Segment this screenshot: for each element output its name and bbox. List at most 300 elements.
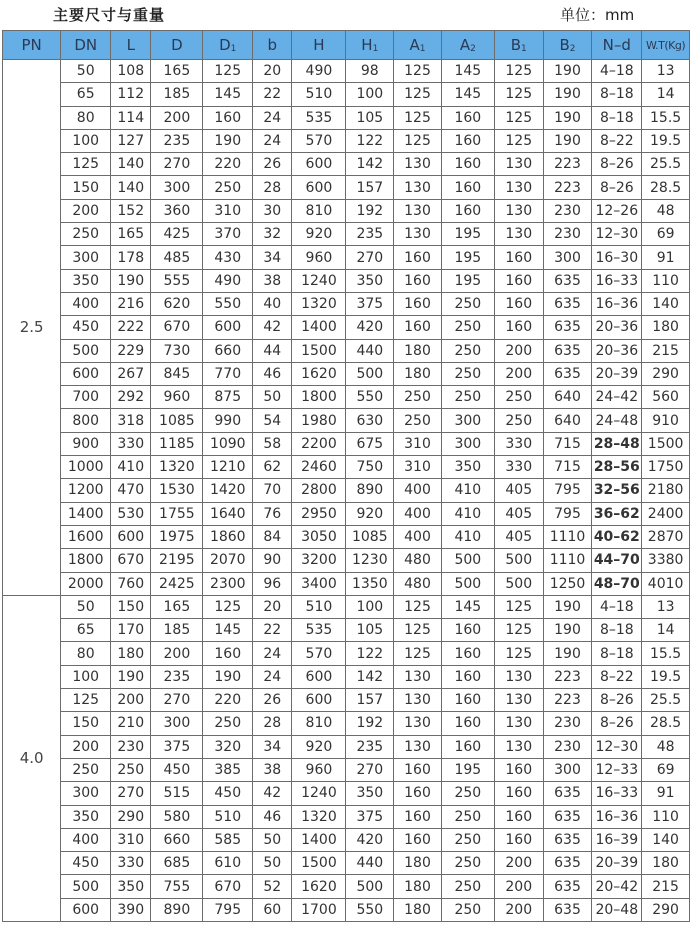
table-cell: 1200 bbox=[61, 479, 111, 502]
table-cell: 585 bbox=[203, 828, 253, 851]
table-cell: 470 bbox=[111, 479, 151, 502]
table-cell: 2460 bbox=[292, 456, 346, 479]
table-cell: 330 bbox=[494, 432, 543, 455]
table-cell: 200 bbox=[61, 735, 111, 758]
table-cell: 635 bbox=[543, 828, 592, 851]
table-cell: 160 bbox=[394, 805, 442, 828]
table-cell: 350 bbox=[61, 805, 111, 828]
table-cell: 620 bbox=[151, 292, 203, 315]
table-cell: 145 bbox=[203, 619, 253, 642]
table-cell: 110 bbox=[642, 269, 690, 292]
table-cell: 160 bbox=[394, 758, 442, 781]
table-cell: 290 bbox=[642, 898, 690, 921]
table-cell: 900 bbox=[61, 432, 111, 455]
table-row bbox=[3, 60, 690, 83]
table-cell: 160 bbox=[441, 689, 494, 712]
table-cell: 215 bbox=[642, 339, 690, 362]
table-cell: 660 bbox=[203, 339, 253, 362]
table-cell: 755 bbox=[151, 875, 203, 898]
table-cell: 250 bbox=[203, 712, 253, 735]
table-cell: 250 bbox=[441, 386, 494, 409]
table-cell: 685 bbox=[151, 852, 203, 875]
column-header-subscript: 2 bbox=[470, 44, 476, 54]
table-cell: 65 bbox=[61, 83, 111, 106]
table-cell: 510 bbox=[203, 805, 253, 828]
table-cell: 920 bbox=[346, 502, 394, 525]
table-cell: 160 bbox=[203, 106, 253, 129]
table-cell: 28–56 bbox=[592, 456, 642, 479]
table-row bbox=[3, 805, 690, 828]
table-cell: 125 bbox=[494, 60, 543, 83]
table-cell: 400 bbox=[394, 502, 442, 525]
table-cell: 42 bbox=[253, 782, 292, 805]
table-cell: 215 bbox=[642, 875, 690, 898]
table-cell: 1240 bbox=[292, 269, 346, 292]
table-cell: 22 bbox=[253, 619, 292, 642]
table-cell: 1800 bbox=[292, 386, 346, 409]
table-cell: 310 bbox=[394, 432, 442, 455]
table-cell: 1975 bbox=[151, 525, 203, 548]
table-row bbox=[3, 852, 690, 875]
table-cell: 635 bbox=[543, 875, 592, 898]
table-cell: 292 bbox=[111, 386, 151, 409]
table-cell: 140 bbox=[642, 292, 690, 315]
table-cell: 1000 bbox=[61, 456, 111, 479]
table-cell: 60 bbox=[253, 898, 292, 921]
table-row bbox=[3, 316, 690, 339]
table-cell: 200 bbox=[494, 852, 543, 875]
table-cell: 223 bbox=[543, 665, 592, 688]
table-cell: 200 bbox=[111, 689, 151, 712]
table-cell: 46 bbox=[253, 362, 292, 385]
table-cell: 25.5 bbox=[642, 689, 690, 712]
table-cell: 410 bbox=[111, 456, 151, 479]
table-cell: 635 bbox=[543, 316, 592, 339]
table-cell: 19.5 bbox=[642, 129, 690, 152]
table-cell: 375 bbox=[346, 805, 394, 828]
table-cell: 230 bbox=[543, 199, 592, 222]
table-cell: 91 bbox=[642, 246, 690, 269]
table-cell: 16–39 bbox=[592, 828, 642, 851]
table-cell: 405 bbox=[494, 479, 543, 502]
table-cell: 220 bbox=[203, 153, 253, 176]
table-cell: 3380 bbox=[642, 549, 690, 572]
table-cell: 300 bbox=[543, 758, 592, 781]
table-cell: 760 bbox=[111, 572, 151, 595]
table-cell: 500 bbox=[441, 549, 494, 572]
table-cell: 190 bbox=[111, 269, 151, 292]
table-cell: 12–26 bbox=[592, 199, 642, 222]
table-cell: 635 bbox=[543, 269, 592, 292]
table-cell: 222 bbox=[111, 316, 151, 339]
table-cell: 125 bbox=[203, 595, 253, 618]
table-cell: 1980 bbox=[292, 409, 346, 432]
header-row bbox=[3, 31, 690, 60]
table-row bbox=[3, 758, 690, 781]
table-cell: 38 bbox=[253, 269, 292, 292]
table-cell: 1800 bbox=[61, 549, 111, 572]
table-cell: 20–39 bbox=[592, 362, 642, 385]
table-cell: 70 bbox=[253, 479, 292, 502]
table-cell: 13 bbox=[642, 595, 690, 618]
column-header-label: H bbox=[313, 36, 325, 54]
column-header bbox=[151, 31, 203, 60]
pn-cell: 4.0 bbox=[3, 595, 61, 921]
table-cell: 250 bbox=[61, 758, 111, 781]
table-cell: 410 bbox=[441, 525, 494, 548]
table-cell: 4–18 bbox=[592, 60, 642, 83]
table-cell: 350 bbox=[346, 782, 394, 805]
table-cell: 635 bbox=[543, 362, 592, 385]
table-cell: 630 bbox=[346, 409, 394, 432]
table-row bbox=[3, 269, 690, 292]
table-cell: 1350 bbox=[346, 572, 394, 595]
table-cell: 1620 bbox=[292, 875, 346, 898]
table-cell: 114 bbox=[111, 106, 151, 129]
table-cell: 440 bbox=[346, 852, 394, 875]
table-row bbox=[3, 642, 690, 665]
table-cell: 290 bbox=[642, 362, 690, 385]
table-cell: 125 bbox=[494, 106, 543, 129]
dimensions-table bbox=[2, 30, 690, 922]
table-row bbox=[3, 83, 690, 106]
table-cell: 410 bbox=[441, 479, 494, 502]
table-cell: 190 bbox=[543, 642, 592, 665]
table-cell: 125 bbox=[394, 642, 442, 665]
table-cell: 160 bbox=[441, 735, 494, 758]
table-cell: 160 bbox=[494, 758, 543, 781]
table-cell: 550 bbox=[346, 386, 394, 409]
table-cell: 50 bbox=[253, 852, 292, 875]
table-cell: 160 bbox=[494, 246, 543, 269]
table-cell: 130 bbox=[394, 223, 442, 246]
table-row bbox=[3, 782, 690, 805]
table-cell: 24–48 bbox=[592, 409, 642, 432]
table-cell: 1600 bbox=[61, 525, 111, 548]
table-cell: 250 bbox=[111, 758, 151, 781]
table-cell: 2800 bbox=[292, 479, 346, 502]
table-cell: 22 bbox=[253, 83, 292, 106]
table-cell: 16–36 bbox=[592, 292, 642, 315]
table-row bbox=[3, 386, 690, 409]
table-cell: 405 bbox=[494, 525, 543, 548]
table-cell: 795 bbox=[543, 502, 592, 525]
table-cell: 160 bbox=[394, 828, 442, 851]
table-cell: 110 bbox=[642, 805, 690, 828]
table-cell: 990 bbox=[203, 409, 253, 432]
table-cell: 810 bbox=[292, 712, 346, 735]
table-cell: 100 bbox=[61, 665, 111, 688]
table-cell: 32–56 bbox=[592, 479, 642, 502]
table-cell: 50 bbox=[61, 595, 111, 618]
table-cell: 28 bbox=[253, 176, 292, 199]
table-cell: 600 bbox=[61, 362, 111, 385]
table-cell: 160 bbox=[494, 828, 543, 851]
table-cell: 400 bbox=[61, 828, 111, 851]
table-cell: 500 bbox=[441, 572, 494, 595]
table-cell: 250 bbox=[441, 362, 494, 385]
table-cell: 130 bbox=[494, 199, 543, 222]
table-cell: 200 bbox=[494, 339, 543, 362]
column-header-label: A bbox=[459, 36, 471, 54]
table-cell: 32 bbox=[253, 223, 292, 246]
table-cell: 910 bbox=[642, 409, 690, 432]
table-cell: 250 bbox=[441, 828, 494, 851]
table-cell: 127 bbox=[111, 129, 151, 152]
table-cell: 3050 bbox=[292, 525, 346, 548]
table-cell: 160 bbox=[394, 782, 442, 805]
table-cell: 15.5 bbox=[642, 642, 690, 665]
table-cell: 195 bbox=[441, 758, 494, 781]
table-cell: 580 bbox=[151, 805, 203, 828]
table-cell: 2000 bbox=[61, 572, 111, 595]
table-row bbox=[3, 689, 690, 712]
table-cell: 230 bbox=[543, 223, 592, 246]
table-cell: 24 bbox=[253, 129, 292, 152]
table-cell: 20–39 bbox=[592, 852, 642, 875]
table-cell: 100 bbox=[346, 83, 394, 106]
table-cell: 300 bbox=[543, 246, 592, 269]
table-cell: 12–33 bbox=[592, 758, 642, 781]
table-cell: 48 bbox=[642, 735, 690, 758]
table-cell: 130 bbox=[494, 735, 543, 758]
table-cell: 48 bbox=[642, 199, 690, 222]
table-row bbox=[3, 362, 690, 385]
table-cell: 635 bbox=[543, 852, 592, 875]
table-cell: 1750 bbox=[642, 456, 690, 479]
table-cell: 3200 bbox=[292, 549, 346, 572]
table-cell: 250 bbox=[441, 316, 494, 339]
table-cell: 600 bbox=[61, 898, 111, 921]
table-cell: 500 bbox=[61, 339, 111, 362]
table-cell: 1320 bbox=[151, 456, 203, 479]
table-cell: 80 bbox=[61, 106, 111, 129]
table-cell: 145 bbox=[441, 60, 494, 83]
table-cell: 160 bbox=[494, 805, 543, 828]
table-cell: 640 bbox=[543, 409, 592, 432]
table-cell: 28–48 bbox=[592, 432, 642, 455]
table-cell: 2195 bbox=[151, 549, 203, 572]
table-cell: 230 bbox=[111, 735, 151, 758]
table-cell: 140 bbox=[111, 176, 151, 199]
table-cell: 300 bbox=[151, 712, 203, 735]
table-cell: 960 bbox=[292, 758, 346, 781]
table-cell: 65 bbox=[61, 619, 111, 642]
header bbox=[0, 0, 693, 30]
table-cell: 185 bbox=[151, 619, 203, 642]
table-cell: 160 bbox=[441, 106, 494, 129]
table-cell: 330 bbox=[111, 432, 151, 455]
table-cell: 715 bbox=[543, 432, 592, 455]
table-cell: 795 bbox=[543, 479, 592, 502]
table-cell: 795 bbox=[203, 898, 253, 921]
table-cell: 310 bbox=[394, 456, 442, 479]
table-cell: 20–48 bbox=[592, 898, 642, 921]
table-cell: 125 bbox=[394, 83, 442, 106]
table-cell: 160 bbox=[394, 292, 442, 315]
table-cell: 50 bbox=[61, 60, 111, 83]
table-cell: 160 bbox=[394, 269, 442, 292]
column-header-label: D bbox=[219, 36, 231, 54]
table-cell: 8–22 bbox=[592, 665, 642, 688]
table-cell: 125 bbox=[61, 153, 111, 176]
table-cell: 2950 bbox=[292, 502, 346, 525]
table-cell: 700 bbox=[61, 386, 111, 409]
table-cell: 2070 bbox=[203, 549, 253, 572]
table-cell: 635 bbox=[543, 782, 592, 805]
table-cell: 300 bbox=[441, 432, 494, 455]
table-cell: 425 bbox=[151, 223, 203, 246]
table-cell: 510 bbox=[292, 595, 346, 618]
table-title: 主要尺寸与重量 bbox=[53, 6, 166, 24]
table-cell: 420 bbox=[346, 828, 394, 851]
table-cell: 160 bbox=[441, 199, 494, 222]
table-cell: 250 bbox=[61, 223, 111, 246]
table-cell: 40–62 bbox=[592, 525, 642, 548]
table-cell: 20–42 bbox=[592, 875, 642, 898]
table-cell: 270 bbox=[346, 246, 394, 269]
table-cell: 310 bbox=[203, 199, 253, 222]
table-cell: 480 bbox=[394, 549, 442, 572]
table-cell: 180 bbox=[394, 875, 442, 898]
table-cell: 125 bbox=[394, 129, 442, 152]
column-header-label: W.T(Kg) bbox=[646, 38, 686, 52]
table-cell: 270 bbox=[151, 689, 203, 712]
table-cell: 250 bbox=[494, 409, 543, 432]
table-cell: 600 bbox=[292, 665, 346, 688]
table-cell: 160 bbox=[441, 129, 494, 152]
table-cell: 300 bbox=[441, 409, 494, 432]
table-cell: 450 bbox=[203, 782, 253, 805]
table-cell: 920 bbox=[292, 223, 346, 246]
table-cell: 34 bbox=[253, 735, 292, 758]
table-cell: 675 bbox=[346, 432, 394, 455]
table-cell: 69 bbox=[642, 223, 690, 246]
table-cell: 125 bbox=[203, 60, 253, 83]
table-cell: 180 bbox=[394, 362, 442, 385]
table-cell: 165 bbox=[151, 595, 203, 618]
table-cell: 28.5 bbox=[642, 176, 690, 199]
table-cell: 400 bbox=[61, 292, 111, 315]
table-cell: 8–26 bbox=[592, 689, 642, 712]
table-cell: 210 bbox=[111, 712, 151, 735]
table-cell: 500 bbox=[61, 875, 111, 898]
table-cell: 550 bbox=[346, 898, 394, 921]
table-cell: 16–33 bbox=[592, 269, 642, 292]
table-cell: 610 bbox=[203, 852, 253, 875]
table-cell: 320 bbox=[203, 735, 253, 758]
table-row bbox=[3, 502, 690, 525]
table-cell: 25.5 bbox=[642, 153, 690, 176]
table-cell: 190 bbox=[543, 60, 592, 83]
table-cell: 1240 bbox=[292, 782, 346, 805]
table-cell: 125 bbox=[394, 619, 442, 642]
column-header-subscript: 1 bbox=[419, 44, 426, 54]
table-cell: 770 bbox=[203, 362, 253, 385]
table-cell: 160 bbox=[494, 292, 543, 315]
table-cell: 350 bbox=[61, 269, 111, 292]
table-cell: 195 bbox=[441, 269, 494, 292]
table-row bbox=[3, 153, 690, 176]
column-header-label: D bbox=[171, 36, 183, 54]
table-cell: 20–36 bbox=[592, 316, 642, 339]
table-cell: 1320 bbox=[292, 292, 346, 315]
table-row bbox=[3, 292, 690, 315]
table-cell: 16–33 bbox=[592, 782, 642, 805]
table-cell: 76 bbox=[253, 502, 292, 525]
table-cell: 223 bbox=[543, 153, 592, 176]
table-cell: 190 bbox=[543, 595, 592, 618]
table-row bbox=[3, 176, 690, 199]
table-cell: 1210 bbox=[203, 456, 253, 479]
table-cell: 130 bbox=[394, 176, 442, 199]
table-cell: 192 bbox=[346, 712, 394, 735]
table-cell: 100 bbox=[346, 595, 394, 618]
table-cell: 250 bbox=[441, 339, 494, 362]
table-cell: 14 bbox=[642, 83, 690, 106]
table-cell: 170 bbox=[111, 619, 151, 642]
table-cell: 1090 bbox=[203, 432, 253, 455]
table-cell: 385 bbox=[203, 758, 253, 781]
table-cell: 670 bbox=[111, 549, 151, 572]
table-cell: 600 bbox=[292, 689, 346, 712]
table-cell: 42 bbox=[253, 316, 292, 339]
table-cell: 1640 bbox=[203, 502, 253, 525]
table-row bbox=[3, 572, 690, 595]
column-header-subscript: 1 bbox=[521, 44, 527, 54]
table-cell: 1250 bbox=[543, 572, 592, 595]
table-cell: 19.5 bbox=[642, 665, 690, 688]
table-cell: 180 bbox=[111, 642, 151, 665]
table-cell: 36–62 bbox=[592, 502, 642, 525]
table-cell: 230 bbox=[543, 712, 592, 735]
table-cell: 450 bbox=[151, 758, 203, 781]
table-cell: 145 bbox=[203, 83, 253, 106]
table-cell: 350 bbox=[346, 269, 394, 292]
table-cell: 1085 bbox=[151, 409, 203, 432]
table-cell: 152 bbox=[111, 199, 151, 222]
table-cell: 160 bbox=[494, 782, 543, 805]
table-cell: 8–22 bbox=[592, 129, 642, 152]
table-cell: 350 bbox=[111, 875, 151, 898]
table-cell: 165 bbox=[111, 223, 151, 246]
table-cell: 250 bbox=[203, 176, 253, 199]
table-cell: 1400 bbox=[61, 502, 111, 525]
table-cell: 400 bbox=[394, 479, 442, 502]
table-cell: 440 bbox=[346, 339, 394, 362]
table-cell: 405 bbox=[494, 502, 543, 525]
table-cell: 490 bbox=[203, 269, 253, 292]
table-cell: 715 bbox=[543, 456, 592, 479]
table-cell: 635 bbox=[543, 339, 592, 362]
table-cell: 8–26 bbox=[592, 712, 642, 735]
table-cell: 44 bbox=[253, 339, 292, 362]
table-cell: 108 bbox=[111, 60, 151, 83]
table-cell: 26 bbox=[253, 689, 292, 712]
table-row bbox=[3, 339, 690, 362]
table-row bbox=[3, 432, 690, 455]
table-row bbox=[3, 246, 690, 269]
table-cell: 270 bbox=[151, 153, 203, 176]
table-cell: 2870 bbox=[642, 525, 690, 548]
table-cell: 1400 bbox=[292, 828, 346, 851]
table-row bbox=[3, 129, 690, 152]
column-header bbox=[592, 31, 642, 60]
column-header-subscript: 2 bbox=[569, 44, 576, 54]
table-cell: 24 bbox=[253, 642, 292, 665]
table-row bbox=[3, 549, 690, 572]
table-cell: 800 bbox=[61, 409, 111, 432]
